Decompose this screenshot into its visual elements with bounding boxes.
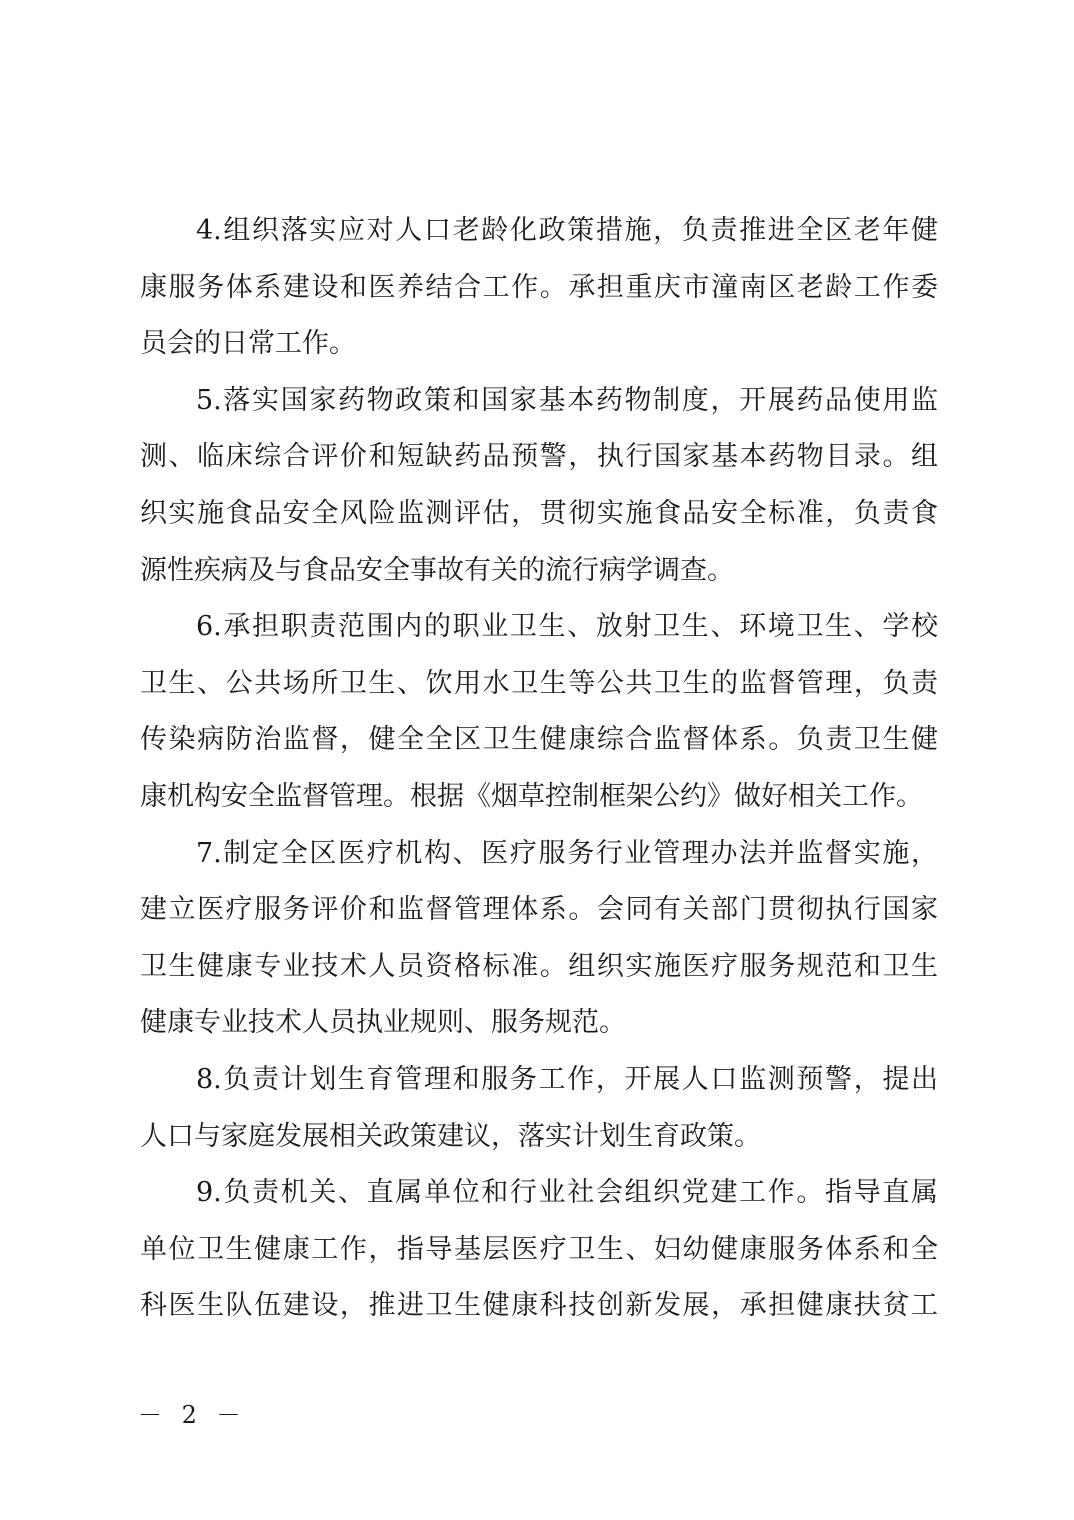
paragraph-item-6 bbox=[140, 599, 938, 825]
text-line: 健康专业技术人员执业规则、服务规范。 bbox=[140, 1007, 626, 1039]
paragraph-item-7 bbox=[140, 826, 938, 1052]
paragraph-item-5 bbox=[140, 373, 938, 599]
paragraph-item-4 bbox=[140, 203, 938, 373]
text-line: 卫生健康专业技术人员资格标准。组织实施医疗服务规范和卫生 bbox=[140, 950, 938, 982]
text-line: 源性疾病及与食品安全事故有关的流行病学调查。 bbox=[140, 554, 734, 586]
text-line: 单位卫生健康工作，指导基层医疗卫生、妇幼健康服务体系和全 bbox=[140, 1233, 938, 1265]
text-line: 5.落实国家药物政策和国家基本药物制度，开展药品使用监 bbox=[196, 384, 938, 416]
text-line: 织实施食品安全风险监测评估，贯彻实施食品安全标准，负责食 bbox=[140, 497, 938, 529]
text-line: 卫生、公共场所卫生、饮用水卫生等公共卫生的监督管理，负责 bbox=[140, 667, 938, 699]
text-line: 康服务体系建设和医养结合工作。承担重庆市潼南区老龄工作委 bbox=[140, 271, 938, 303]
text-line: 8.负责计划生育管理和服务工作，开展人口监测预警，提出 bbox=[196, 1063, 938, 1095]
text-line: 人口与家庭发展相关政策建议，落实计划生育政策。 bbox=[140, 1120, 761, 1152]
text-line: 传染病防治监督，健全全区卫生健康综合监督体系。负责卫生健 bbox=[140, 724, 938, 756]
text-line: 6.承担职责范围内的职业卫生、放射卫生、环境卫生、学校 bbox=[196, 611, 938, 643]
text-line: 测、临床综合评价和短缺药品预警，执行国家基本药物目录。组 bbox=[140, 441, 938, 473]
text-line: 康机构安全监督管理。根据《烟草控制框架公约》做好相关工作。 bbox=[140, 780, 923, 812]
text-line: 9.负责机关、直属单位和行业社会组织党建工作。指导直属 bbox=[196, 1177, 938, 1209]
paragraph-item-8 bbox=[140, 1052, 938, 1165]
text-line: 科医生队伍建设，推进卫生健康科技创新发展，承担健康扶贫工 bbox=[140, 1290, 938, 1322]
text-line: 4.组织落实应对人口老龄化政策措施，负责推进全区老年健 bbox=[196, 215, 938, 246]
text-line: 7.制定全区医疗机构、医疗服务行业管理办法并监督实施， bbox=[196, 837, 938, 869]
body-text bbox=[140, 203, 938, 1335]
text-line: 建立医疗服务评价和监督管理体系。会同有关部门贯彻执行国家 bbox=[140, 894, 938, 926]
page-number: － 2 － bbox=[138, 1401, 247, 1429]
text-line: 员会的日常工作。 bbox=[140, 328, 356, 360]
paragraph-item-9 bbox=[140, 1165, 938, 1335]
